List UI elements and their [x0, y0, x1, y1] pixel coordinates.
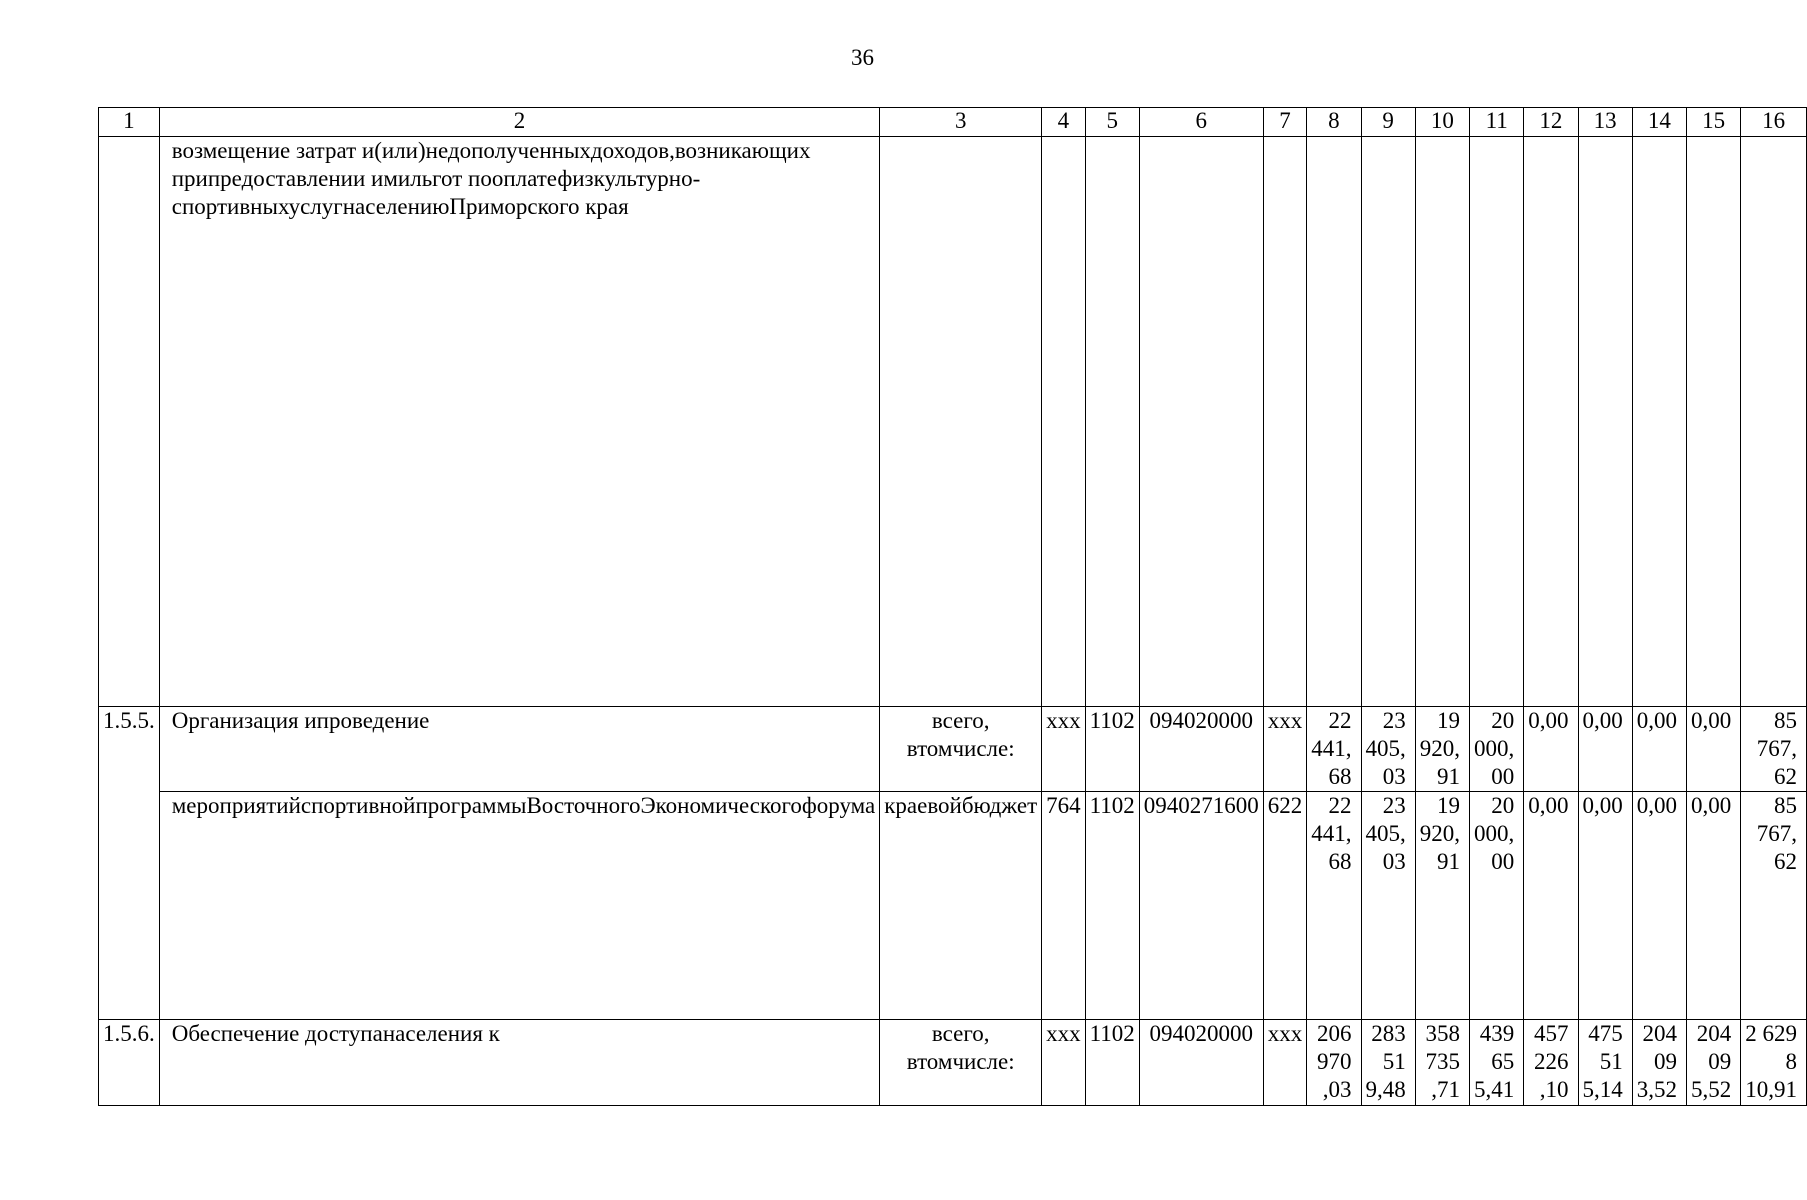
item-name-cell-line: е доступа: [289, 1021, 383, 1046]
funding-source-cell-line: том: [917, 1049, 953, 1074]
value-col-8-line: 68: [1328, 764, 1352, 789]
header-col-16: 16: [1741, 108, 1807, 137]
value-col-11: [1470, 1020, 1524, 1106]
budget-table: [98, 107, 1807, 1106]
value-col-15-line: 0,00: [1691, 793, 1732, 818]
header-col-7: 7: [1263, 108, 1307, 137]
value-col-11-line: 20 000,: [1474, 708, 1515, 761]
col5-cell-line: 110: [1089, 793, 1124, 818]
col5-cell-line: 2: [1123, 1021, 1135, 1046]
value-col-10: [1415, 792, 1469, 1020]
value-col-14: [1632, 792, 1686, 1020]
value-col-16: [1741, 707, 1807, 792]
row-number-cell-line: 1.: [103, 708, 121, 733]
value-col-11-line: 00: [1491, 849, 1515, 874]
col6-code-cell-line: 000: [1218, 708, 1254, 733]
col6-code-cell: [1139, 1020, 1263, 1106]
col4-cell: [1042, 792, 1086, 1020]
value-col-14: [1632, 707, 1686, 792]
item-name-cell-line: спортивной: [300, 793, 416, 818]
value-col-10: [1415, 707, 1469, 792]
item-name-cell-line: нных: [539, 138, 591, 163]
item-name-cell-line: й: [288, 793, 301, 818]
col5-cell-line: 2: [1123, 708, 1135, 733]
value-col-10-line: 19 920,: [1419, 708, 1461, 761]
header-col-5: 5: [1085, 108, 1139, 137]
header-col-6: 6: [1139, 108, 1263, 137]
value-col-15-line: 5,52: [1691, 1077, 1732, 1102]
value-col-13: [1578, 1020, 1632, 1106]
item-name-cell-line: физкультур: [557, 166, 669, 191]
table-row: [99, 707, 1807, 792]
row-number-cell-line: 5.: [137, 708, 155, 733]
header-col-9: 9: [1361, 108, 1415, 137]
value-col-10-line: 91: [1437, 849, 1461, 874]
value-col-11: [1470, 792, 1524, 1020]
empty-cell: [1741, 137, 1807, 707]
funding-source-cell-line: всего, в: [906, 1021, 990, 1074]
empty-cell: [1578, 137, 1632, 707]
item-name-cell-line: форума: [801, 793, 876, 818]
empty-cell: [1524, 137, 1578, 707]
empty-cell: [1263, 137, 1307, 707]
item-name-cell-line: недополуче: [425, 138, 540, 163]
col6-code-cell: [1139, 707, 1263, 792]
row-number-cell: [99, 137, 160, 707]
empty-cell: [1042, 137, 1086, 707]
col5-cell: [1085, 707, 1139, 792]
col4-cell: [1042, 1020, 1086, 1106]
value-col-13-line: 0,00: [1582, 708, 1623, 733]
empty-cell: [1139, 137, 1263, 707]
item-name-cell-line: го края: [559, 194, 629, 219]
item-name-cell: [159, 792, 880, 1020]
item-name-cell-line: населению: [342, 194, 450, 219]
value-col-14-line: 0,00: [1636, 793, 1678, 818]
empty-cell: [1085, 137, 1139, 707]
value-col-8-line: ,03: [1322, 1077, 1352, 1102]
value-col-15: [1687, 1020, 1741, 1106]
empty-cell: [1687, 137, 1741, 707]
value-col-16-line: 62: [1774, 764, 1798, 789]
value-col-10-line: ,71: [1431, 1077, 1461, 1102]
item-name-cell-line: возникающ: [674, 138, 787, 163]
col7-cell: ххх: [1263, 1020, 1307, 1106]
item-name-cell-line: проведение: [316, 708, 430, 733]
value-col-13-line: 5,14: [1582, 1077, 1623, 1102]
value-col-14-line: 0,00: [1636, 708, 1678, 733]
item-name-cell-line: населения к: [382, 1021, 500, 1046]
value-col-9-line: 23 405,: [1365, 708, 1406, 761]
value-col-8: [1307, 792, 1361, 1020]
item-name-cell-line: (или): [374, 138, 426, 163]
funding-source-cell-line: том: [917, 736, 953, 761]
value-col-16: [1741, 792, 1807, 1020]
funding-source-cell-line: бюджет: [961, 793, 1038, 818]
col6-code-cell: [1139, 792, 1263, 1020]
item-name-cell-line: предоставл: [207, 166, 319, 191]
value-col-14-line: 3,52: [1636, 1077, 1678, 1102]
col4-cell-line: х: [1069, 1021, 1081, 1046]
item-name-cell-line: но-: [668, 166, 701, 191]
funding-source-cell-line: числе:: [952, 1049, 1015, 1074]
value-col-8-line: 22 441,: [1311, 708, 1352, 761]
page-number: 36: [851, 45, 874, 70]
value-col-16-line: 10,91: [1745, 1077, 1798, 1102]
value-col-13-line: 475 51: [1588, 1021, 1623, 1074]
col6-code-cell-line: 000: [1218, 1021, 1254, 1046]
funding-source-cell-line: числе:: [952, 736, 1015, 761]
header-col-13: 13: [1578, 108, 1632, 137]
item-name-cell: [159, 1020, 880, 1106]
value-col-9-line: 23 405,: [1365, 793, 1406, 846]
header-col-10: 10: [1415, 108, 1469, 137]
item-name-cell-line: возмещени: [171, 138, 281, 163]
empty-cell: [1470, 137, 1524, 707]
value-col-10: [1415, 1020, 1469, 1106]
item-name-cell-line: оплате: [491, 166, 558, 191]
value-col-12-line: ,10: [1539, 1077, 1569, 1102]
value-col-12: [1524, 1020, 1578, 1106]
empty-cell: [1307, 137, 1361, 707]
col6-code-cell-line: 094020: [1149, 708, 1219, 733]
item-name-cell-line: мероприяти: [171, 793, 289, 818]
item-name-cell: [159, 137, 880, 707]
funding-source-cell: [880, 792, 1042, 1020]
value-col-11-line: 439 65: [1479, 1021, 1515, 1074]
value-col-11-line: 5,41: [1474, 1077, 1515, 1102]
value-col-12-line: 0,00: [1528, 708, 1569, 733]
table-row: [99, 1020, 1807, 1106]
value-col-10-line: 91: [1437, 764, 1461, 789]
value-col-16: [1741, 1020, 1807, 1106]
empty-cell: [1632, 137, 1686, 707]
funding-source-cell: [880, 1020, 1042, 1106]
value-col-8: [1307, 1020, 1361, 1106]
value-col-9: [1361, 707, 1415, 792]
item-name-cell-line: льгот по: [410, 166, 492, 191]
col6-code-cell-line: 1600: [1212, 793, 1259, 818]
item-name-cell-line: услуг: [288, 194, 343, 219]
value-col-8-line: 22 441,: [1311, 793, 1352, 846]
header-col-14: 14: [1632, 108, 1686, 137]
col5-cell: [1085, 792, 1139, 1020]
value-col-12: [1524, 707, 1578, 792]
col5-cell: [1085, 1020, 1139, 1106]
value-col-13-line: 0,00: [1582, 793, 1623, 818]
header-col-3: 3: [880, 108, 1042, 137]
col4-cell-line: х: [1069, 708, 1081, 733]
value-col-11-line: 20 000,: [1474, 793, 1515, 846]
row-number-cell-line: 5.: [120, 708, 138, 733]
value-col-15: [1687, 792, 1741, 1020]
funding-source-cell: [880, 707, 1042, 792]
row-number-cell: [99, 1020, 160, 1106]
value-col-16-line: 62: [1774, 849, 1798, 874]
col4-cell-line: хх: [1046, 1021, 1070, 1046]
row-number-cell-line: 5.: [120, 1021, 138, 1046]
value-col-12-line: 0,00: [1528, 793, 1569, 818]
value-col-9: [1361, 792, 1415, 1020]
value-col-13: [1578, 707, 1632, 792]
item-name-cell-line: доходов,: [590, 138, 675, 163]
header-row: [99, 108, 1807, 137]
value-col-16-line: 85 767,: [1756, 708, 1798, 761]
header-col-4: 4: [1042, 108, 1086, 137]
item-name-cell-line: спортивных: [171, 194, 289, 219]
value-col-9-line: 03: [1382, 849, 1406, 874]
value-col-13: [1578, 792, 1632, 1020]
header-col-15: 15: [1687, 108, 1741, 137]
col6-code-cell-line: 094027: [1143, 793, 1213, 818]
row-number-cell-line: 1.: [103, 1021, 121, 1046]
item-name-cell-line: е затрат и: [280, 138, 375, 163]
value-col-9-line: 03: [1382, 764, 1406, 789]
item-name-cell: [159, 707, 880, 792]
col7-cell: 622: [1263, 792, 1307, 1020]
col5-cell-line: 110: [1089, 708, 1124, 733]
value-col-11: [1470, 707, 1524, 792]
value-col-9: [1361, 1020, 1415, 1106]
value-col-14: [1632, 1020, 1686, 1106]
value-col-8-line: 68: [1328, 849, 1352, 874]
col4-cell-line: 76: [1046, 793, 1070, 818]
col4-cell-line: 4: [1069, 793, 1081, 818]
header-col-11: 11: [1470, 108, 1524, 137]
value-col-11-line: 00: [1491, 764, 1515, 789]
item-name-cell-line: Восточного: [526, 793, 641, 818]
col4-cell-line: хх: [1046, 708, 1070, 733]
item-name-cell-line: Организаци: [171, 708, 289, 733]
value-col-15-line: 0,00: [1691, 708, 1732, 733]
header-col-8: 8: [1307, 108, 1361, 137]
value-col-12: [1524, 792, 1578, 1020]
col4-cell: [1042, 707, 1086, 792]
col5-cell-line: 2: [1123, 793, 1135, 818]
col6-code-cell-line: 094020: [1149, 1021, 1219, 1046]
funding-source-cell-line: краевой: [884, 793, 962, 818]
header-col-1: 1: [99, 108, 160, 137]
value-col-16-line: 85 767,: [1756, 793, 1798, 846]
empty-cell: [880, 137, 1042, 707]
item-name-cell-line: Приморско: [449, 194, 560, 219]
value-col-10-line: 19 920,: [1419, 793, 1461, 846]
item-name-cell-line: Экономиче: [640, 793, 750, 818]
row-number-cell: [99, 707, 160, 1020]
item-name-cell-line: их при: [171, 138, 811, 191]
funding-source-cell-line: всего, в: [906, 708, 990, 761]
item-name-cell-line: я и: [288, 708, 317, 733]
value-col-8: [1307, 707, 1361, 792]
value-col-10-line: 358 735: [1425, 1021, 1461, 1074]
value-col-15-line: 204 09: [1696, 1021, 1732, 1074]
col5-cell-line: 110: [1089, 1021, 1124, 1046]
row-number-cell-line: 6.: [137, 1021, 155, 1046]
value-col-9-line: 283 51: [1371, 1021, 1406, 1074]
value-col-12-line: 457 226: [1534, 1021, 1569, 1074]
table-row: [99, 792, 1807, 1020]
value-col-16-line: 2 629 8: [1745, 1021, 1798, 1074]
table-row: [99, 137, 1807, 707]
value-col-8-line: 206 970: [1317, 1021, 1352, 1074]
value-col-15: [1687, 707, 1741, 792]
col7-cell: ххх: [1263, 707, 1307, 792]
header-col-2: 2: [159, 108, 880, 137]
item-name-cell-line: Обеспечени: [171, 1021, 290, 1046]
empty-cell: [1361, 137, 1415, 707]
value-col-9-line: 9,48: [1365, 1077, 1406, 1102]
item-name-cell-line: ского: [749, 793, 802, 818]
header-col-12: 12: [1524, 108, 1578, 137]
item-name-cell-line: ении ими: [318, 166, 411, 191]
item-name-cell-line: программы: [415, 793, 527, 818]
value-col-14-line: 204 09: [1642, 1021, 1678, 1074]
empty-cell: [1415, 137, 1469, 707]
